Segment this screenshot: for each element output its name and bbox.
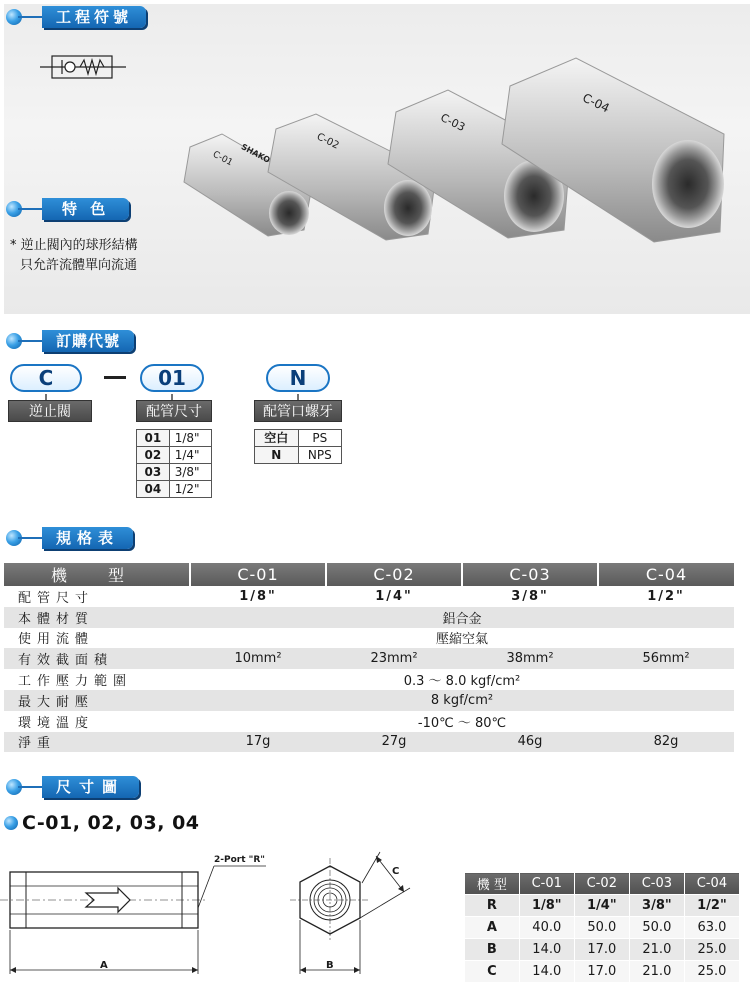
dim-label-a: A bbox=[100, 960, 108, 971]
header-cell: 機 型 bbox=[465, 873, 520, 895]
option-value: 1/2" bbox=[169, 481, 211, 498]
cell: 50.0 bbox=[574, 917, 629, 939]
order-code-c: C bbox=[10, 364, 82, 392]
header-cell: C-02 bbox=[574, 873, 629, 895]
cell: 23mm² bbox=[326, 648, 462, 669]
option-code: 04 bbox=[137, 481, 170, 498]
option-code: N bbox=[255, 447, 299, 464]
cell: 17g bbox=[190, 732, 326, 753]
header-cell: C-04 bbox=[598, 563, 734, 586]
section-title: 規格表 bbox=[42, 527, 133, 549]
table-row bbox=[4, 711, 734, 732]
header-cell: C-01 bbox=[519, 873, 574, 895]
table-row bbox=[4, 690, 734, 711]
table-row bbox=[465, 895, 740, 917]
table-row bbox=[465, 961, 740, 983]
option-code: 空白 bbox=[255, 430, 299, 447]
order-code-thread: N bbox=[266, 364, 330, 392]
dim-label-c: C bbox=[392, 866, 400, 877]
cell: 46g bbox=[462, 732, 598, 753]
cell: 25.0 bbox=[684, 961, 739, 983]
cell: 1/2" bbox=[684, 895, 739, 917]
thread-options-table bbox=[254, 429, 342, 464]
cell: 25.0 bbox=[684, 939, 739, 961]
row-label: 淨重 bbox=[4, 732, 190, 753]
cell: 14.0 bbox=[519, 961, 574, 983]
header-cell: C-01 bbox=[190, 563, 326, 586]
header-cell: C-03 bbox=[462, 563, 598, 586]
product-photo-panel bbox=[4, 4, 750, 314]
row-label: 工作壓力範圍 bbox=[18, 674, 133, 690]
valve-label: C-03 bbox=[438, 111, 468, 134]
table-row bbox=[4, 669, 734, 690]
cell: 1/4" bbox=[574, 895, 629, 917]
order-code-size: 01 bbox=[140, 364, 204, 392]
cell: 3/8" bbox=[629, 895, 684, 917]
port-label: 2-Port "R" bbox=[214, 855, 265, 865]
cell: 38mm² bbox=[462, 648, 598, 669]
cell: 21.0 bbox=[629, 961, 684, 983]
option-value: PS bbox=[298, 430, 341, 447]
cell: 17.0 bbox=[574, 939, 629, 961]
cell: -10℃ ～ 80℃ bbox=[417, 715, 507, 731]
cell: 56mm² bbox=[598, 648, 734, 669]
cell: 3/8" bbox=[511, 588, 549, 604]
table-row bbox=[137, 430, 212, 447]
header-cell: 機 型 bbox=[4, 563, 190, 586]
model-title bbox=[4, 812, 200, 834]
header-cell: C-02 bbox=[326, 563, 462, 586]
option-value: 1/4" bbox=[169, 447, 211, 464]
option-code: 03 bbox=[137, 464, 170, 481]
row-label: 有效截面積 bbox=[4, 648, 190, 669]
header-cell: C-04 bbox=[684, 873, 739, 895]
table-header-row bbox=[4, 563, 734, 586]
cell: 1/8" bbox=[239, 588, 277, 604]
option-value: NPS bbox=[298, 447, 341, 464]
option-value: 1/8" bbox=[169, 430, 211, 447]
section-title: 特 色 bbox=[42, 198, 129, 220]
cell: 50.0 bbox=[629, 917, 684, 939]
cell: 17.0 bbox=[574, 961, 629, 983]
valve-label: C-04 bbox=[580, 90, 612, 116]
features-text bbox=[10, 236, 138, 276]
table-row bbox=[137, 447, 212, 464]
header-cell: C-03 bbox=[629, 873, 684, 895]
table-row bbox=[4, 628, 734, 649]
section-title: 工程符號 bbox=[42, 6, 146, 28]
row-label: 最大耐壓 bbox=[4, 690, 190, 711]
feature-line: 只允許流體單向流通 bbox=[20, 258, 138, 273]
model-title-text: C-01, 02, 03, 04 bbox=[22, 812, 200, 834]
row-label: R bbox=[465, 895, 520, 917]
valve-label: C-01 bbox=[210, 149, 235, 169]
cell: 壓縮空氣 bbox=[435, 632, 488, 648]
cell: 8 kgf/cm² bbox=[190, 690, 734, 711]
table-row bbox=[255, 447, 342, 464]
row-label: A bbox=[465, 917, 520, 939]
row-label: 環境溫度 bbox=[18, 715, 95, 731]
cell: 63.0 bbox=[684, 917, 739, 939]
spec-table bbox=[4, 563, 734, 752]
table-row bbox=[465, 939, 740, 961]
table-row bbox=[4, 607, 734, 628]
cell: 1/4" bbox=[375, 588, 413, 604]
row-label: 使用流體 bbox=[18, 632, 95, 648]
table-row bbox=[4, 648, 734, 669]
row-label: 本體材質 bbox=[4, 607, 190, 628]
section-title: 訂購代號 bbox=[42, 330, 134, 352]
cell: 1/2" bbox=[647, 588, 685, 604]
check-valve-symbol-icon bbox=[40, 48, 126, 88]
cell: 40.0 bbox=[519, 917, 574, 939]
section-title: 尺寸圖 bbox=[42, 776, 139, 798]
option-value: 3/8" bbox=[169, 464, 211, 481]
order-label-valve: 逆止閥 bbox=[8, 400, 92, 422]
brand-label: SHAKO bbox=[239, 142, 272, 165]
table-row bbox=[465, 917, 740, 939]
dash bbox=[104, 376, 126, 379]
cell: 14.0 bbox=[519, 939, 574, 961]
row-label: C bbox=[465, 961, 520, 983]
valve-label: C-02 bbox=[314, 131, 341, 152]
cell: 27g bbox=[326, 732, 462, 753]
feature-line: * 逆止閥內的球形結構 bbox=[10, 238, 138, 253]
row-label: B bbox=[465, 939, 520, 961]
cell: 0.3 ～ 8.0 kgf/cm² bbox=[403, 674, 521, 690]
order-label-thread: 配管口螺牙 bbox=[254, 400, 342, 422]
cell: 10mm² bbox=[190, 648, 326, 669]
cell: 82g bbox=[598, 732, 734, 753]
cell: 1/8" bbox=[519, 895, 574, 917]
dimension-table bbox=[464, 872, 740, 983]
table-row bbox=[255, 430, 342, 447]
dimension-drawing bbox=[0, 848, 460, 988]
order-label-size: 配管尺寸 bbox=[136, 400, 212, 422]
option-code: 01 bbox=[137, 430, 170, 447]
table-header-row bbox=[465, 873, 740, 895]
cell: 鋁合金 bbox=[190, 607, 734, 628]
table-row bbox=[4, 586, 734, 607]
table-row bbox=[137, 464, 212, 481]
cell: 21.0 bbox=[629, 939, 684, 961]
option-code: 02 bbox=[137, 447, 170, 464]
dim-label-b: B bbox=[326, 960, 334, 971]
size-options-table bbox=[136, 429, 212, 498]
table-row bbox=[4, 732, 734, 753]
row-label: 配管尺寸 bbox=[18, 590, 95, 606]
bullet-icon bbox=[4, 816, 18, 830]
table-row bbox=[137, 481, 212, 498]
